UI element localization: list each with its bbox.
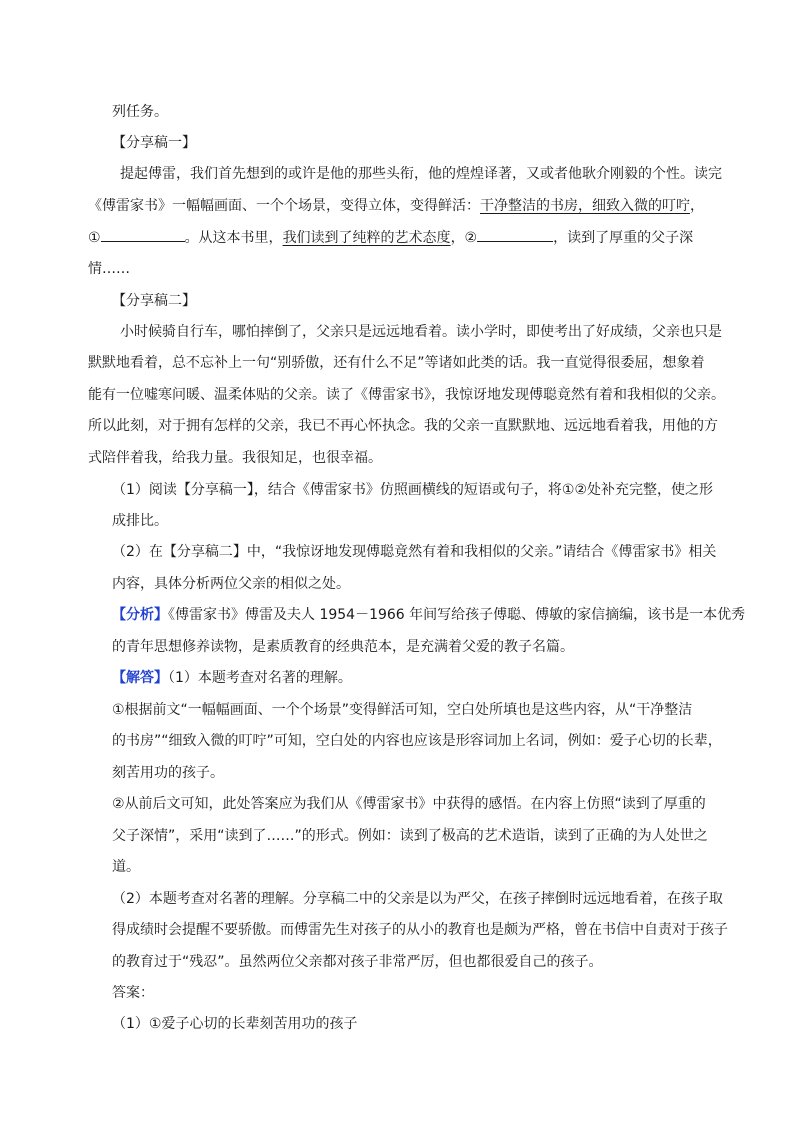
fill-in-blank-1 [101,227,185,242]
question-2: （2）在【分享稿二】中，“我惊讶地发现傅聪竟然有着和我相似的父亲。”请结合《傅雷家书》相关 [112,544,717,560]
analysis-line [112,604,745,626]
solution-line: 道。 [112,859,140,875]
underlined-phrase: 我们读到了纯粹的艺术态度 [282,230,451,246]
paragraph-line: 提起傅雷，我们首先想到的或许是他的那些头衔，他的煌煌译著，又或者他耿介刚毅的个性。读完 [120,166,722,182]
solution-line: ①根据前文“一幅幅画面、一个个场景”变得鲜活可知，空白处所填也是这些内容，从“干净整洁 [112,702,693,718]
text-segment: ，读到了厚重的父子深 [553,230,694,246]
text-segment: ，② [450,230,478,246]
fill-in-blank-2 [477,227,553,242]
answer-line: （1）①爱子心切的长辈刻苦用功的孩子 [112,1016,358,1032]
paragraph-line: 所以此刻，对于拥有怎样的父亲，我已不再心怀执念。我的父亲一直默默地、远远地看着我，用他的方 [88,418,718,434]
paragraph-line: 情…… [88,261,130,277]
question-1-cont: 成排比。 [112,513,168,529]
solution-line: ②从前后文可知，此处答案应为我们从《傅雷家书》中获得的感悟。在内容上仿照“读到了厚重的 [112,796,706,812]
blank-marker-1: ① [88,230,101,246]
paragraph-line: 小时候骑自行车，哪怕摔倒了，父亲只是远远地看着。读小学时，即使考出了好成绩，父亲也只是 [120,324,722,340]
section-heading-share-1: 【分享稿一】 [112,135,196,151]
paragraph-line: 能有一位嘘寒问暖、温柔体贴的父亲。读了《傅雷家书》，我惊讶地发现傅聪竟然有着和我相似的父亲。 [88,387,725,403]
question-1: （1）阅读【分享稿一】，结合《傅雷家书》仿照画横线的短语或句子，将①②处补充完整，使之形 [112,482,714,498]
paragraph-line [88,195,704,217]
underlined-phrase: 干净整洁的书房，细致入微的叮咛 [480,198,690,214]
analysis-line: 的青年思想修养读物，是素质教育的经典范本，是充满着父爱的教子名篇。 [112,639,574,655]
answer-label: 答案： [112,985,154,1001]
solution-line [112,667,352,689]
question-2-cont: 内容，具体分析两位父亲的相似之处。 [112,576,350,592]
solution-line: 的教育过于“残忍”。虽然两位父亲都对孩子非常严厉，但也都很爱自己的孩子。 [112,954,603,970]
solution-label: 【解答】 [112,670,168,686]
text-segment: 。从这本书里， [184,230,283,246]
text-segment: 《傅雷家书》一幅幅画面、一个个场景，变得立体，变得鲜活： [88,198,480,214]
text-segment: 《傅雷家书》傅雷及夫人 1954－1966 年间写给孩子傅聪、傅敏的家信摘编，该书是一本优秀 [168,607,746,623]
analysis-label: 【分析】 [112,607,168,623]
solution-line: 父子深情”，采用“读到了……”的形式。例如：读到了极高的艺术造诣，读到了正确的为人处世之 [112,828,708,844]
solution-line: 得成绩时会提醒不要骄傲。而傅雷先生对孩子的从小的教育也是颇为严格，曾在书信中自责对于孩子 [112,922,728,938]
text-segment: ， [690,198,704,214]
solution-line: 的书房”“细致入微的叮咛”可知，空白处的内容也应该是形容词加上名词，例如：爱子心切的长辈， [112,733,722,749]
text-line: 列任务。 [112,104,168,120]
solution-line: 刻苦用功的孩子。 [112,765,224,781]
section-heading-share-2: 【分享稿二】 [112,293,196,309]
paragraph-line: 式陪伴着我，给我力量。我很知足，也很幸福。 [88,450,382,466]
paragraph-line: 默默地看着，总不忘补上一句“别骄傲，还有什么不足”等诸如此类的话。我一直觉得很委屈，想象着 [88,355,705,371]
text-segment: （1）本题考查对名著的理解。 [168,670,352,686]
paragraph-line [88,227,693,249]
solution-line: （2）本题考查对名著的理解。分享稿二中的父亲是以为严父，在孩子摔倒时远远地看着，在孩子取 [112,891,723,907]
